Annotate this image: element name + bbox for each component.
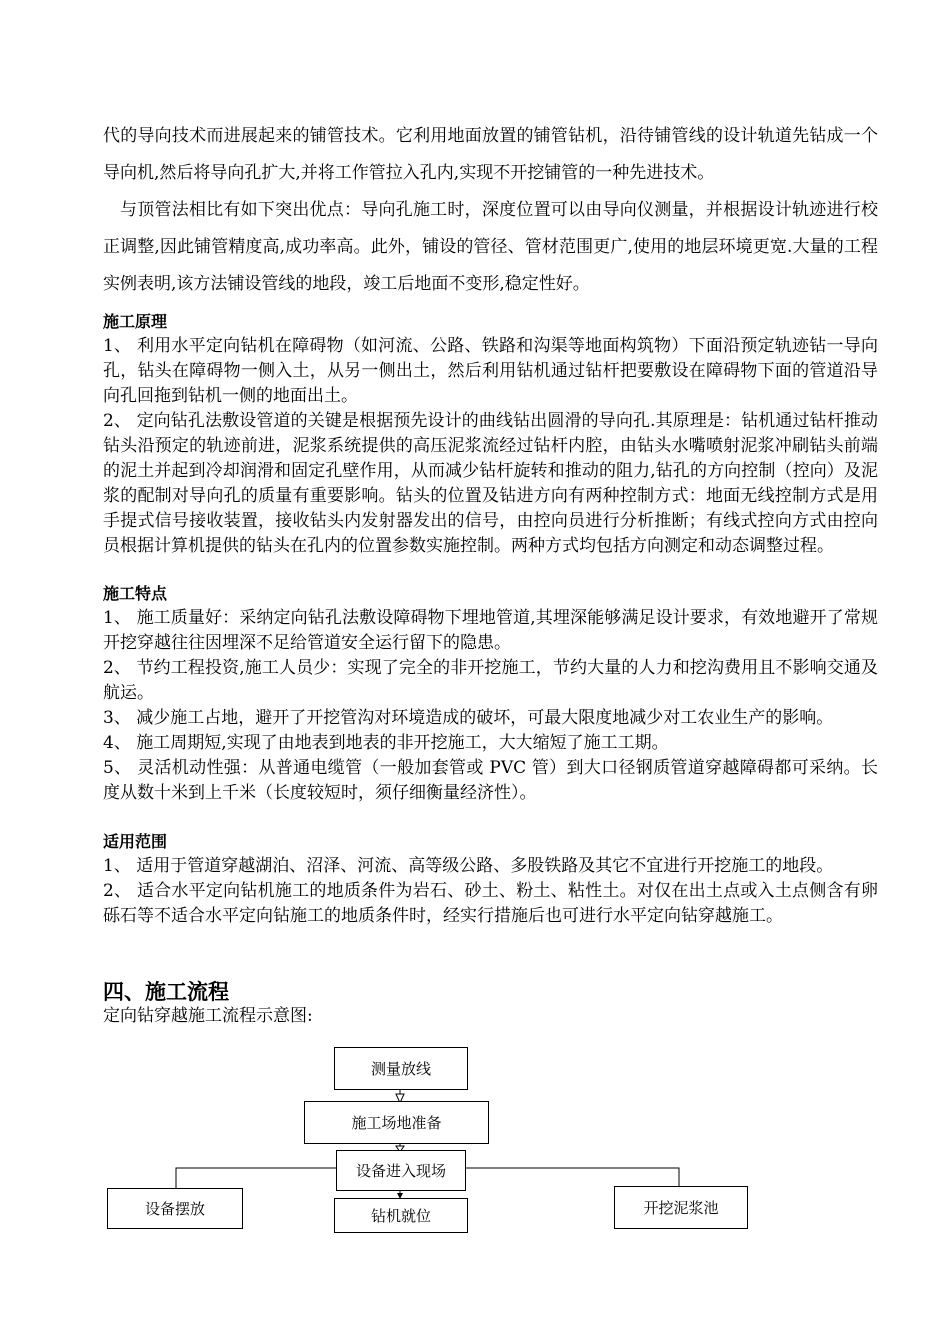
flow-step-site-prep: 施工场地准备 (304, 1101, 489, 1144)
flowchart-caption: 定向钻穿越施工流程示意图: (103, 1006, 313, 1026)
features-item-4: 4、 施工周期短,实现了由地表到地表的非开挖施工，大大缩短了施工工期。 (103, 733, 669, 753)
principle-heading: 施工原理 (103, 312, 168, 331)
scope-item-2: 2、 适合水平定向钻机施工的地质条件为岩石、砂土、粉土、粘性土。对仅在出土点或入土点侧含有卵砾石等不适合水平定向钻施工的地质条件时，经实行措施后也可进行水平定向钻穿越施工。 (103, 881, 878, 926)
features-item-3: 3、 减少施工占地，避开了开挖管沟对环境造成的破坏，可最大限度地减少对工农业生产的影响。 (103, 708, 834, 728)
branch-right-line (466, 1168, 679, 1188)
scope-heading: 适用范围 (103, 832, 168, 851)
intro-paragraph-1: 代的导向技术而进展起来的铺管技术。它利用地面放置的铺管钻机，沿待铺管线的设计轨道先钻成一个导向机,然后将导向孔扩大,并将工作管拉入孔内,实现不开挖铺管的一种先进技术。 (103, 126, 878, 183)
principle-item-2: 2、 定向钻孔法敷设管道的关键是根据预先设计的曲线钻出圆滑的导向孔.其原理是：钻机通过钻杆推动钻头沿预定的轨迹前进，泥浆系统提供的高压泥浆流经过钻杆内腔，由钻头水嘴喷射泥浆冲刷钻头前端的泥土并起到冷却润滑和固定孔壁作用，从而减少钻杆旋转和推动的阻力,钻孔的方向控制（控向）及泥浆的配制对导向孔的质量有重要影响。钻头的位置及钻进方向有两种控制方式：地面无线控制方式是用手提式信号接收装置，接收钻头内发射器发出的信号，由控向员进行分析推断；有线式控向方式由控向员根据计算机提供的钻头在孔内的位置参数实施控制。两种方式均包括方向测定和动态调整过程。 (103, 411, 878, 556)
features-item-5: 5、 灵活机动性强：从普通电缆管（一般加套管或 PVC 管）到大口径钢质管道穿越障碍都可采纳。长度从数十米到上千米（长度较短时，须仔细衡量经济性）。 (103, 758, 878, 803)
principle-item-1: 1、 利用水平定向钻机在障碍物（如河流、公路、铁路和沟渠等地面构筑物）下面沿预定轨迹钻一导向孔，钻头在障碍物一侧入土，从另一侧出土，然后利用钻机通过钻杆把要敷设在障碍物下面的管道沿导向孔回拖到钻机一侧的地面出土。 (103, 336, 878, 406)
features-heading: 施工特点 (103, 584, 168, 603)
scope-item-1: 1、 适用于管道穿越湖泊、沼泽、河流、高等级公路、多股铁路及其它不宜进行开挖施工的地段。 (103, 856, 834, 876)
flow-step-rig-position: 钻机就位 (334, 1198, 468, 1233)
flow-step-equipment-enter: 设备进入现场 (336, 1150, 466, 1191)
section-4-heading: 四、施工流程 (103, 980, 229, 1004)
intro-paragraph-2: 与顶管法相比有如下突出优点：导向孔施工时，深度位置可以由导向仪测量，并根据设计轨迹进行校正调整,因此铺管精度高,成功率高。此外，铺设的管径、管材范围更广,使用的地层环境更宽.大量的工程实例表明,该方法铺设管线的地段，竣工后地面不变形,稳定性好。 (103, 200, 878, 294)
flow-step-equipment-place: 设备摆放 (107, 1188, 243, 1229)
features-item-1: 1、 施工质量好：采纳定向钻孔法敷设障碍物下埋地管道,其埋深能够满足设计要求，有效地避开了常规开挖穿越往往因埋深不足给管道安全运行留下的隐患。 (103, 608, 878, 653)
flow-step-survey: 测量放线 (334, 1047, 468, 1090)
flow-step-mud-pit: 开挖泥浆池 (614, 1186, 748, 1229)
branch-left-line (176, 1168, 336, 1190)
features-item-2: 2、 节约工程投资,施工人员少：实现了完全的非开挖施工，节约大量的人力和挖沟费用且不影响交通及航运。 (103, 658, 878, 703)
